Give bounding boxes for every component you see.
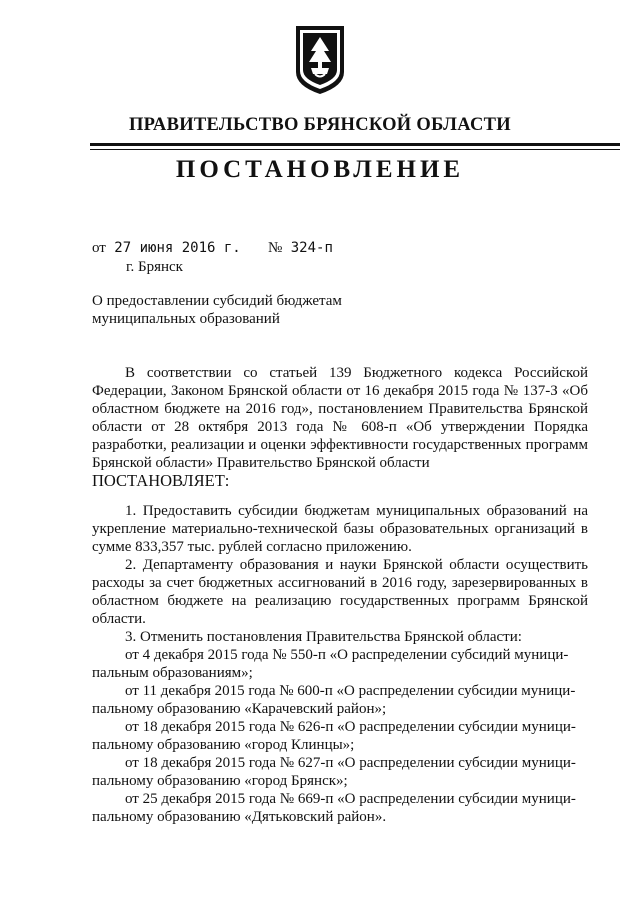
preamble: В соответствии со статьей 139 Бюджетного кодекса Российской Федерации, Законом Брянской области от 16 декабря 2015 года № 137-З «Об областном бюджете на 2016 год», постановлением Правительства Брянской области от 28 октября 2013 года № 608-п «Об утверждении Порядка разработки, реализации и оценки эффективности государственных программ Брянской области» Правительство Брянской области — [92, 365, 588, 471]
document-body — [92, 364, 588, 826]
document-number — [268, 240, 333, 257]
header-rule-thick — [90, 143, 620, 146]
number-prefix: № — [268, 240, 283, 256]
verdict: ПОСТАНОВЛЯЕТ: — [92, 471, 230, 490]
repeal-first-line: от 18 декабря 2015 года № 627-п «О распределении субсидии муници- — [125, 755, 576, 771]
government-name: ПРАВИТЕЛЬСТВО БРЯНСКОЙ ОБЛАСТИ — [128, 115, 511, 135]
repeal-item — [92, 790, 588, 826]
repeal-rest: пальному образованию «город Брянск»; — [92, 773, 348, 789]
item-2: 2. Департаменту образования и науки Брянской области осуществить расходы за счет бюджетных ассигнований в 2016 году, зарезервированных в областном бюджете на реализацию государственных программ Брянской области. — [92, 557, 588, 627]
date-value: 27 июня 2016 г. — [114, 240, 241, 256]
repeal-item — [92, 718, 588, 754]
date-prefix: от — [92, 240, 106, 256]
repeal-rest: пальному образованию «Дятьковский район». — [92, 809, 387, 825]
repeal-first-line: от 18 декабря 2015 года № 626-п «О распределении субсидии муници- — [125, 719, 576, 735]
repeal-rest: пальному образованию «город Клинцы»; — [92, 737, 355, 753]
repeal-item — [92, 754, 588, 790]
document-date — [92, 240, 241, 257]
subject-line-1: О предоставлении субсидий бюджетам — [92, 293, 342, 309]
repeal-first-line: от 25 декабря 2015 года № 669-п «О распределении субсидии муници- — [125, 791, 576, 807]
repeal-item — [92, 682, 588, 718]
city-name: г. Брянск — [126, 259, 183, 275]
subject-line-2: муниципальных образований — [92, 311, 280, 327]
item-3: 3. Отменить постановления Правительства Брянской области: — [125, 629, 522, 645]
header-rule-thin — [90, 149, 620, 150]
document-subject — [92, 292, 492, 328]
item-1: 1. Предоставить субсидии бюджетам муниципальных образований на укрепление материально-технической базы образовательных организаций в сумме 833,357 тыс. рублей согласно приложению. — [92, 503, 588, 555]
repeal-first-line: от 11 декабря 2015 года № 600-п «О распределении субсидии муници- — [125, 683, 576, 699]
coat-of-arms-icon — [294, 24, 346, 96]
repeal-rest: пальным образованиям»; — [92, 665, 253, 681]
repeal-first-line: от 4 декабря 2015 года № 550-п «О распределении субсидий муници- — [125, 647, 569, 663]
number-value: 324-п — [290, 240, 333, 256]
repeal-rest: пальному образованию «Карачевский район»; — [92, 701, 387, 717]
repeal-item — [92, 646, 588, 682]
document-type: ПОСТАНОВЛЕНИЕ — [175, 156, 465, 183]
